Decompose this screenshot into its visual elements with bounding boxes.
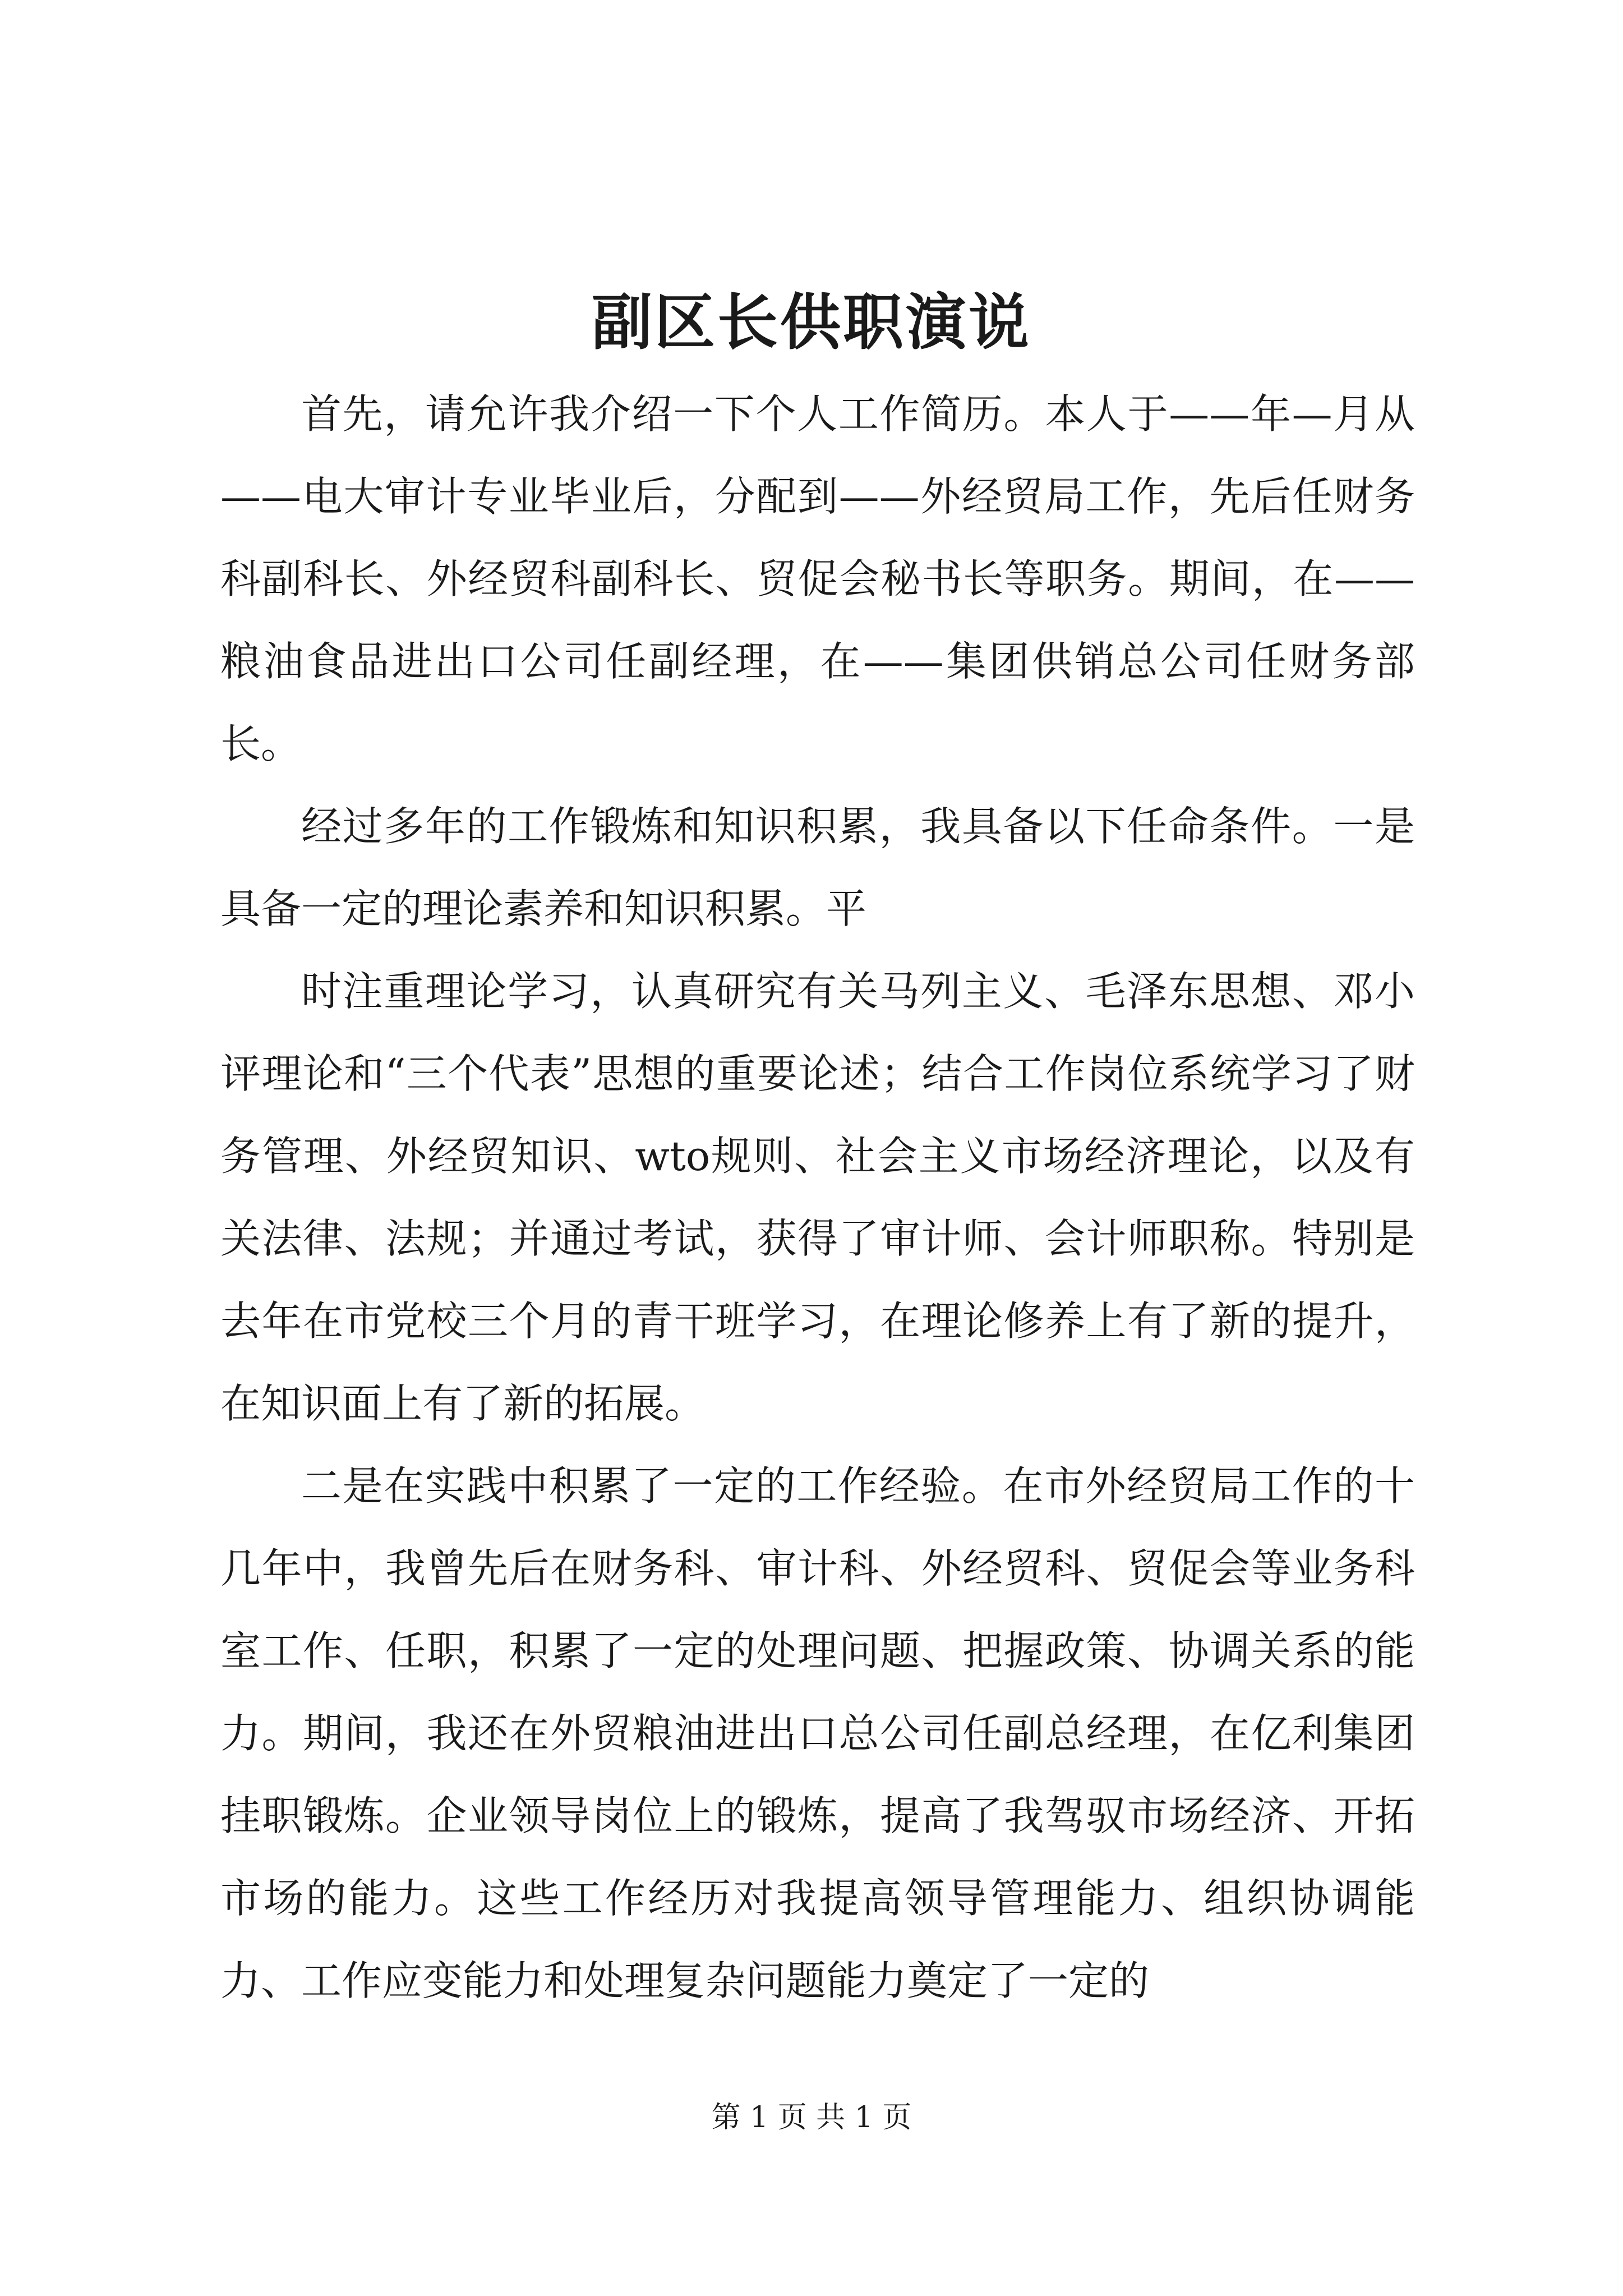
paragraph-4: 二是在实践中积累了一定的工作经验。在市外经贸局工作的十几年中，我曾先后在财务科、审计科、外经贸科、贸促会等业务科室工作、任职，积累了一定的处理问题、把握政策、协调关系的能力。期间，我还在外贸粮油进出口总公司任副总经理，在亿利集团挂职锻炼。企业领导岗位上的锻炼，提高了我驾驭市场经济、开拓市场的能力。这些工作经历对我提高领导管理能力、组织协调能力、工作应变能力和处理复杂问题能力奠定了一定的 xyxy=(220,1462,1415,2004)
document-body xyxy=(220,373,1415,2022)
paragraph-2: 经过多年的工作锻炼和知识积累，我具备以下任命条件。一是具备一定的理论素养和知识积累。平 xyxy=(220,803,1415,932)
page-footer: 第 1 页 共 1 页 xyxy=(711,2101,912,2134)
paragraph-3: 时注重理论学习，认真研究有关马列主义、毛泽东思想、邓小评理论和“三个代表”思想的重要论述；结合工作岗位系统学习了财务管理、外经贸知识、wto规则、社会主义市场经济理论，以及有关法律、法规；并通过考试，获得了审计师、会计师职称。特别是去年在市党校三个月的青干班学习，在理论修养上有了新的提升，在知识面上有了新的拓展。 xyxy=(220,968,1415,1427)
paragraph-1: 首先，请允许我介绍一下个人工作简历。本人于——年—月从——电大审计专业毕业后，分配到——外经贸局工作，先后任财务科副科长、外经贸科副科长、贸促会秘书长等职务。期间，在——粮油食品进出口公司任副经理，在——集团供销总公司任财务部长。 xyxy=(220,390,1415,767)
document-title: 副区长供职演说 xyxy=(591,287,1031,358)
